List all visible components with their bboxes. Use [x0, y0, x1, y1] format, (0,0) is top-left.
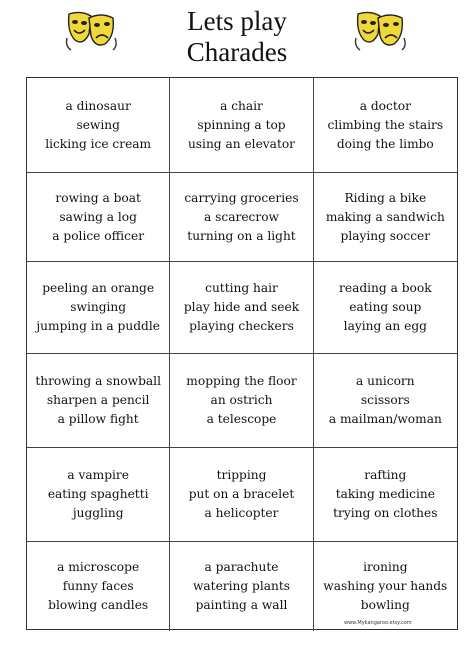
- card-item: a telescope: [206, 412, 277, 426]
- card-item: sharpen a pencil: [46, 393, 150, 407]
- charades-card: [170, 354, 313, 448]
- card-item: scissors: [360, 393, 410, 407]
- card-item: laying an egg: [343, 319, 427, 333]
- card-item: sewing: [76, 117, 120, 132]
- charades-card: [314, 173, 457, 262]
- charades-card: [27, 78, 170, 173]
- charades-card: [314, 448, 457, 542]
- card-item: peeling an orange: [42, 281, 155, 295]
- card-item: playing checkers: [189, 319, 294, 333]
- card-item: carrying groceries: [184, 190, 299, 205]
- card-item: a parachute: [204, 560, 279, 574]
- card-item: a helicopter: [204, 506, 279, 520]
- card-item: eating spaghetti: [47, 487, 149, 501]
- theater-masks-icon: [352, 8, 408, 52]
- card-item: taking medicine: [335, 487, 435, 501]
- card-item: watering plants: [192, 579, 290, 593]
- card-item: juggling: [72, 506, 124, 520]
- card-item: a police officer: [52, 228, 145, 243]
- card-item: washing your hands: [323, 579, 448, 593]
- card-item: a scarecrow: [204, 209, 279, 224]
- card-item: rafting: [364, 468, 407, 482]
- card-item: a mailman/woman: [328, 412, 442, 426]
- charades-card: [314, 262, 457, 354]
- card-item: a pillow fight: [57, 412, 139, 426]
- card-item: put on a bracelet: [188, 487, 295, 501]
- card-item: turning on a light: [187, 228, 296, 243]
- card-item: play hide and seek: [183, 300, 300, 314]
- card-item: a vampire: [67, 468, 129, 482]
- card-item: tripping: [216, 468, 267, 482]
- card-item: a doctor: [359, 98, 411, 113]
- charades-card: [170, 262, 313, 354]
- card-item: a microscope: [57, 560, 140, 574]
- charades-card: [170, 173, 313, 262]
- card-item: using an elevator: [187, 136, 296, 151]
- footer-credit: www.Mykangaroo.etsy.com: [344, 620, 412, 626]
- charades-card: [170, 448, 313, 542]
- charades-card: [170, 542, 313, 631]
- card-item: trying on clothes: [333, 506, 438, 520]
- card-item: eating soup: [349, 300, 422, 314]
- card-item: cutting hair: [205, 281, 278, 295]
- card-item: jumping in a puddle: [36, 319, 160, 333]
- card-item: Riding a bike: [344, 190, 427, 205]
- charades-card: [27, 354, 170, 448]
- card-item: painting a wall: [195, 598, 288, 612]
- charades-card: [170, 78, 313, 173]
- card-item: sawing a log: [59, 209, 137, 224]
- card-item: ironing: [363, 560, 408, 574]
- page-header: [0, 0, 474, 80]
- card-item: blowing candles: [48, 598, 149, 612]
- charades-card-grid: [26, 77, 458, 630]
- card-item: climbing the stairs: [327, 117, 444, 132]
- card-item: a dinosaur: [65, 98, 131, 113]
- charades-card: [27, 262, 170, 354]
- card-item: doing the limbo: [336, 136, 434, 151]
- card-item: throwing a snowball: [35, 374, 161, 388]
- card-item: a unicorn: [356, 374, 415, 388]
- charades-card: [27, 542, 170, 631]
- card-item: rowing a boat: [55, 190, 141, 205]
- card-item: spinning a top: [197, 117, 286, 132]
- card-item: reading a book: [339, 281, 432, 295]
- card-item: licking ice cream: [45, 136, 152, 151]
- card-item: mopping the floor: [186, 374, 297, 388]
- charades-card: [314, 354, 457, 448]
- title-line-2: Charades: [186, 37, 288, 67]
- card-item: an ostrich: [210, 393, 273, 407]
- card-item: swinging: [70, 300, 127, 314]
- card-item: playing soccer: [340, 228, 431, 243]
- charades-card: [314, 78, 457, 173]
- title-line-1: Lets play: [187, 6, 287, 36]
- card-item: making a sandwich: [325, 209, 445, 224]
- charades-card: [27, 173, 170, 262]
- charades-card: [314, 542, 457, 631]
- card-item: bowling: [360, 598, 410, 612]
- card-item: funny faces: [62, 579, 134, 593]
- charades-card: [27, 448, 170, 542]
- card-item: a chair: [220, 98, 263, 113]
